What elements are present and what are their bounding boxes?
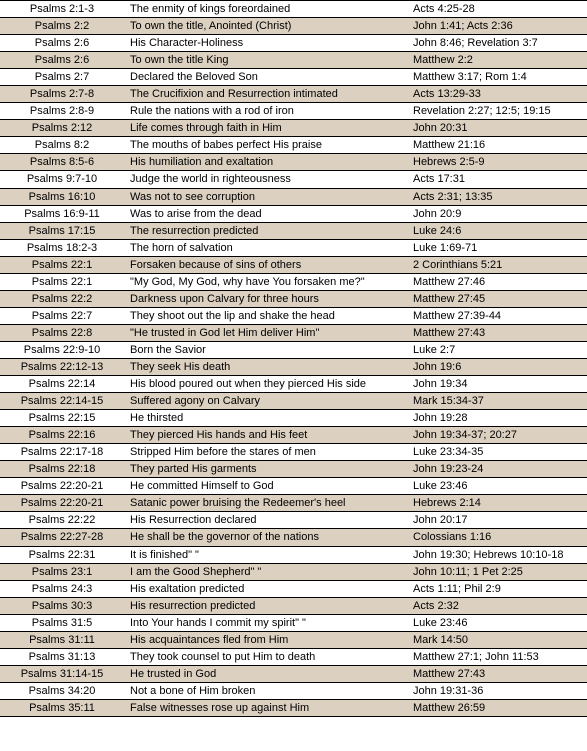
psalm-reference: Psalms 22:1 [0, 273, 124, 290]
prophecy-description: Life comes through faith in Him [124, 120, 409, 137]
psalm-reference: Psalms 22:7 [0, 307, 124, 324]
psalm-reference: Psalms 22:1 [0, 256, 124, 273]
psalm-reference: Psalms 35:11 [0, 699, 124, 716]
prophecy-description: His resurrection predicted [124, 597, 409, 614]
fulfillment-reference: John 10:11; 1 Pet 2:25 [409, 563, 587, 580]
table-row [0, 682, 587, 699]
table-row [0, 103, 587, 120]
prophecy-description: Into Your hands I commit my spirit" " [124, 614, 409, 631]
psalm-reference: Psalms 22:31 [0, 546, 124, 563]
prophecy-description: He thirsted [124, 410, 409, 427]
table-row [0, 563, 587, 580]
fulfillment-reference: John 1:41; Acts 2:36 [409, 18, 587, 35]
fulfillment-reference: Luke 23:46 [409, 614, 587, 631]
prophecy-description: Satanic power bruising the Redeemer's heel [124, 495, 409, 512]
prophecy-description: "My God, My God, why have You forsaken me?" [124, 273, 409, 290]
table-row [0, 188, 587, 205]
psalm-reference: Psalms 22:8 [0, 324, 124, 341]
table-row [0, 512, 587, 529]
table-row [0, 529, 587, 546]
psalm-reference: Psalms 16:10 [0, 188, 124, 205]
prophecy-table-body [0, 1, 587, 717]
fulfillment-reference: John 19:34-37; 20:27 [409, 427, 587, 444]
fulfillment-reference: Luke 23:46 [409, 478, 587, 495]
psalm-reference: Psalms 22:22 [0, 512, 124, 529]
psalm-reference: Psalms 2:1-3 [0, 1, 124, 18]
fulfillment-reference: 2 Corinthians 5:21 [409, 256, 587, 273]
table-row [0, 324, 587, 341]
psalm-reference: Psalms 22:14-15 [0, 393, 124, 410]
psalm-reference: Psalms 2:7 [0, 69, 124, 86]
psalm-reference: Psalms 22:20-21 [0, 495, 124, 512]
psalm-reference: Psalms 16:9-11 [0, 205, 124, 222]
psalm-reference: Psalms 22:17-18 [0, 444, 124, 461]
prophecy-description: Stripped Him before the stares of men [124, 444, 409, 461]
fulfillment-reference: John 20:9 [409, 205, 587, 222]
fulfillment-reference: Luke 2:7 [409, 341, 587, 358]
psalm-reference: Psalms 18:2-3 [0, 239, 124, 256]
table-row [0, 120, 587, 137]
psalm-reference: Psalms 9:7-10 [0, 171, 124, 188]
table-row [0, 341, 587, 358]
psalm-reference: Psalms 22:2 [0, 290, 124, 307]
psalm-reference: Psalms 23:1 [0, 563, 124, 580]
table-row [0, 307, 587, 324]
psalm-reference: Psalms 22:16 [0, 427, 124, 444]
table-row [0, 478, 587, 495]
prophecy-description: His exaltation predicted [124, 580, 409, 597]
psalm-reference: Psalms 22:18 [0, 461, 124, 478]
table-row [0, 137, 587, 154]
prophecy-description: Suffered agony on Calvary [124, 393, 409, 410]
prophecy-description: Rule the nations with a rod of iron [124, 103, 409, 120]
psalm-reference: Psalms 2:2 [0, 18, 124, 35]
table-row [0, 239, 587, 256]
table-row [0, 546, 587, 563]
psalm-reference: Psalms 2:7-8 [0, 86, 124, 103]
fulfillment-reference: John 19:31-36 [409, 682, 587, 699]
prophecy-description: It is finished" " [124, 546, 409, 563]
fulfillment-reference: Matthew 2:2 [409, 52, 587, 69]
table-row [0, 1, 587, 18]
table-row [0, 69, 587, 86]
psalm-reference: Psalms 2:8-9 [0, 103, 124, 120]
table-row [0, 18, 587, 35]
fulfillment-reference: Matthew 3:17; Rom 1:4 [409, 69, 587, 86]
psalm-reference: Psalms 22:20-21 [0, 478, 124, 495]
table-row [0, 205, 587, 222]
psalm-reference: Psalms 34:20 [0, 682, 124, 699]
psalm-reference: Psalms 30:3 [0, 597, 124, 614]
prophecy-description: His humiliation and exaltation [124, 154, 409, 171]
table-row [0, 597, 587, 614]
table-row [0, 358, 587, 375]
table-row [0, 222, 587, 239]
psalm-reference: Psalms 8:2 [0, 137, 124, 154]
prophecy-description: They took counsel to put Him to death [124, 648, 409, 665]
fulfillment-reference: Revelation 2:27; 12:5; 19:15 [409, 103, 587, 120]
prophecy-description: He shall be the governor of the nations [124, 529, 409, 546]
psalm-reference: Psalms 31:11 [0, 631, 124, 648]
prophecy-description: Declared the Beloved Son [124, 69, 409, 86]
psalm-reference: Psalms 22:9-10 [0, 341, 124, 358]
prophecy-description: His blood poured out when they pierced His side [124, 376, 409, 393]
table-row [0, 154, 587, 171]
fulfillment-reference: Matthew 27:1; John 11:53 [409, 648, 587, 665]
table-row [0, 86, 587, 103]
fulfillment-reference: John 8:46; Revelation 3:7 [409, 35, 587, 52]
table-row [0, 495, 587, 512]
psalm-reference: Psalms 2:6 [0, 35, 124, 52]
fulfillment-reference: Acts 17:31 [409, 171, 587, 188]
table-row [0, 290, 587, 307]
fulfillment-reference: John 20:31 [409, 120, 587, 137]
fulfillment-reference: Acts 4:25-28 [409, 1, 587, 18]
fulfillment-reference: Matthew 27:39-44 [409, 307, 587, 324]
fulfillment-reference: John 19:6 [409, 358, 587, 375]
fulfillment-reference: Matthew 26:59 [409, 699, 587, 716]
fulfillment-reference: Luke 23:34-35 [409, 444, 587, 461]
fulfillment-reference: Matthew 27:46 [409, 273, 587, 290]
prophecy-description: Was to arise from the dead [124, 205, 409, 222]
table-row [0, 461, 587, 478]
table-row [0, 427, 587, 444]
psalm-reference: Psalms 2:12 [0, 120, 124, 137]
prophecy-description: Judge the world in righteousness [124, 171, 409, 188]
prophecy-description: The resurrection predicted [124, 222, 409, 239]
prophecy-description: To own the title King [124, 52, 409, 69]
table-row [0, 35, 587, 52]
psalm-reference: Psalms 8:5-6 [0, 154, 124, 171]
table-row [0, 614, 587, 631]
table-row [0, 444, 587, 461]
fulfillment-reference: Hebrews 2:14 [409, 495, 587, 512]
psalm-reference: Psalms 24:3 [0, 580, 124, 597]
prophecy-description: His Resurrection declared [124, 512, 409, 529]
table-row [0, 631, 587, 648]
psalm-reference: Psalms 22:15 [0, 410, 124, 427]
prophecy-description: "He trusted in God let Him deliver Him" [124, 324, 409, 341]
fulfillment-reference: Acts 2:32 [409, 597, 587, 614]
psalm-reference: Psalms 17:15 [0, 222, 124, 239]
fulfillment-reference: Matthew 27:45 [409, 290, 587, 307]
fulfillment-reference: Luke 24:6 [409, 222, 587, 239]
prophecy-description: His acquaintances fled from Him [124, 631, 409, 648]
fulfillment-reference: John 19:30; Hebrews 10:10-18 [409, 546, 587, 563]
prophecy-description: The enmity of kings foreordained [124, 1, 409, 18]
psalm-reference: Psalms 31:5 [0, 614, 124, 631]
prophecy-description: He committed Himself to God [124, 478, 409, 495]
psalm-reference: Psalms 22:14 [0, 376, 124, 393]
prophecy-description: False witnesses rose up against Him [124, 699, 409, 716]
fulfillment-reference: Mark 15:34-37 [409, 393, 587, 410]
psalm-reference: Psalms 31:13 [0, 648, 124, 665]
prophecy-description: Was not to see corruption [124, 188, 409, 205]
prophecy-description: Born the Savior [124, 341, 409, 358]
psalm-reference: Psalms 2:6 [0, 52, 124, 69]
psalm-reference: Psalms 31:14-15 [0, 665, 124, 682]
fulfillment-reference: Acts 1:11; Phil 2:9 [409, 580, 587, 597]
table-row [0, 580, 587, 597]
prophecy-description: He trusted in God [124, 665, 409, 682]
fulfillment-reference: Acts 13:29-33 [409, 86, 587, 103]
psalm-reference: Psalms 22:12-13 [0, 358, 124, 375]
prophecy-description: The mouths of babes perfect His praise [124, 137, 409, 154]
psalm-reference: Psalms 22:27-28 [0, 529, 124, 546]
table-row [0, 273, 587, 290]
fulfillment-reference: Matthew 27:43 [409, 324, 587, 341]
table-row [0, 648, 587, 665]
table-row [0, 410, 587, 427]
table-row [0, 665, 587, 682]
prophecy-description: Darkness upon Calvary for three hours [124, 290, 409, 307]
table-row [0, 171, 587, 188]
table-row [0, 699, 587, 716]
table-row [0, 52, 587, 69]
table-row [0, 393, 587, 410]
fulfillment-reference: Colossians 1:16 [409, 529, 587, 546]
prophecy-description: I am the Good Shepherd" " [124, 563, 409, 580]
prophecy-description: The Crucifixion and Resurrection intimated [124, 86, 409, 103]
fulfillment-reference: Acts 2:31; 13:35 [409, 188, 587, 205]
prophecy-description: They seek His death [124, 358, 409, 375]
prophecy-description: They parted His garments [124, 461, 409, 478]
prophecy-description: To own the title, Anointed (Christ) [124, 18, 409, 35]
fulfillment-reference: Matthew 21:16 [409, 137, 587, 154]
fulfillment-reference: John 20:17 [409, 512, 587, 529]
prophecy-description: The horn of salvation [124, 239, 409, 256]
fulfillment-reference: Mark 14:50 [409, 631, 587, 648]
table-row [0, 256, 587, 273]
prophecy-description: Not a bone of Him broken [124, 682, 409, 699]
fulfillment-reference: John 19:34 [409, 376, 587, 393]
fulfillment-reference: Matthew 27:43 [409, 665, 587, 682]
fulfillment-reference: Hebrews 2:5-9 [409, 154, 587, 171]
prophecy-description: They pierced His hands and His feet [124, 427, 409, 444]
fulfillment-reference: John 19:23-24 [409, 461, 587, 478]
fulfillment-reference: Luke 1:69-71 [409, 239, 587, 256]
prophecy-description: Forsaken because of sins of others [124, 256, 409, 273]
table-row [0, 376, 587, 393]
prophecy-description: His Character-Holiness [124, 35, 409, 52]
fulfillment-reference: John 19:28 [409, 410, 587, 427]
prophecy-description: They shoot out the lip and shake the head [124, 307, 409, 324]
